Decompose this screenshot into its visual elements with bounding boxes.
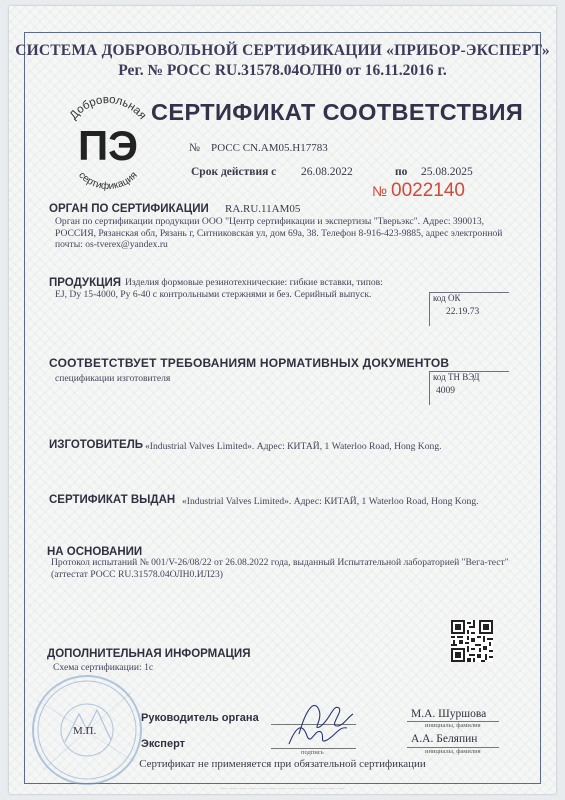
footer-note: Сертификат не применяется при обязательной сертификации bbox=[139, 758, 426, 770]
print-line: ············································································ bbox=[219, 787, 346, 792]
logo-top-text: Добровольная bbox=[67, 94, 149, 122]
manufacturer-heading: ИЗГОТОВИТЕЛЬ bbox=[49, 439, 144, 451]
expert-name: А.А. Беляпин bbox=[411, 733, 478, 745]
basis-details: Протокол испытаний № 001/V-26/08/22 от 26.08.2022 года, выданный Испытательной лабораторией "Вега-тест" (аттестат РОСС RU.31578.04ОЛН0.ИЛ23) bbox=[51, 557, 509, 580]
tnved-code-label: код ТН ВЭД bbox=[433, 372, 480, 382]
organ-code: RA.RU.11АМ05 bbox=[225, 203, 301, 215]
additional-heading: ДОПОЛНИТЕЛЬНАЯ ИНФОРМАЦИЯ bbox=[47, 648, 251, 660]
pe-logo-icon bbox=[53, 94, 163, 194]
system-name: СИСТЕМА ДОБРОВОЛЬНОЙ СЕРТИФИКАЦИИ «ПРИБОР-ЭКСПЕРТ» bbox=[15, 42, 550, 59]
issued-to-heading: СЕРТИФИКАТ ВЫДАН bbox=[49, 494, 176, 506]
organ-details: Орган по сертификации продукции ООО "Центр сертификации и экспертизы "Тверьэкс". Адрес: 390013, РОССИЯ, Рязанская обл, Рязань г, Ситниковская ул, дом 69а, 38. Телефон 8-916-423-9885, адрес электронной почты: os-tverex@yandex.ru bbox=[55, 216, 503, 250]
head-name-caption: инициалы, фамилия bbox=[425, 722, 481, 729]
sign-caption: подпись bbox=[301, 749, 324, 756]
expert-name-caption: инициалы, фамилия bbox=[425, 748, 481, 755]
cert-number-label: № bbox=[189, 142, 200, 154]
conformity-heading: СООТВЕТСТВУЕТ ТРЕБОВАНИЯМ НОРМАТИВНЫХ ДОКУМЕНТОВ bbox=[49, 356, 450, 370]
product-heading: ПРОДУКЦИЯ bbox=[49, 277, 122, 289]
product-details: Изделия формовые резинотехнические: гибкие вставки, типов: EJ, Dy 15-4000, Ру 6-40 с контрольными стержнями и без. Серийный выпуск. bbox=[55, 277, 383, 300]
date-to-label: по bbox=[395, 166, 408, 178]
manufacturer-details: «Industrial Valves Limited». Адрес: КИТАЙ, 1 Waterloo Road, Hong Kong. bbox=[145, 441, 442, 452]
serial-label: № bbox=[372, 183, 388, 199]
qr-code-icon bbox=[451, 620, 493, 662]
serial-number bbox=[372, 180, 465, 202]
serial-value: 0022140 bbox=[391, 180, 465, 201]
okp-code-value: 22.19.73 bbox=[446, 307, 480, 317]
svg-text:сертификация bbox=[76, 170, 139, 192]
basis-heading: НА ОСНОВАНИИ bbox=[47, 546, 143, 558]
date-from: 26.08.2022 bbox=[301, 166, 353, 178]
additional-details: Схема сертификации: 1с bbox=[53, 662, 154, 673]
head-label: Руководитель органа bbox=[141, 712, 259, 724]
expert-label: Эксперт bbox=[141, 738, 186, 750]
logo-bottom-text: сертификация bbox=[76, 169, 140, 193]
tnved-code-value: 4009 bbox=[436, 386, 455, 396]
head-name: М.А. Шуршова bbox=[411, 708, 487, 720]
validity-label: Срок действия с bbox=[191, 166, 277, 178]
organ-heading: ОРГАН ПО СЕРТИФИКАЦИИ bbox=[49, 203, 209, 215]
logo-letters: ПЭ bbox=[77, 122, 139, 169]
okp-code-box bbox=[429, 292, 509, 326]
expert-signature-icon bbox=[285, 718, 351, 752]
conformity-details: спецификации изготовителя bbox=[55, 373, 171, 384]
cert-number: РОСС CN.АМ05.Н17783 bbox=[211, 142, 328, 154]
certificate-sheet bbox=[9, 6, 556, 794]
okp-code-label: код ОК bbox=[433, 293, 461, 303]
certificate-title: СЕРТИФИКАТ СООТВЕТСТВИЯ bbox=[151, 99, 524, 125]
svg-text:Добровольная bbox=[68, 94, 148, 122]
system-registration: Рег. № РОСС RU.31578.04ОЛН0 от 16.11.2016 г. bbox=[118, 62, 447, 79]
tnved-code-box bbox=[429, 371, 509, 405]
issued-to-details: «Industrial Valves Limited». Адрес: КИТАЙ, 1 Waterloo Road, Hong Kong. bbox=[182, 496, 479, 507]
date-to: 25.08.2025 bbox=[421, 166, 473, 178]
seal-place: М.П. bbox=[73, 725, 97, 737]
